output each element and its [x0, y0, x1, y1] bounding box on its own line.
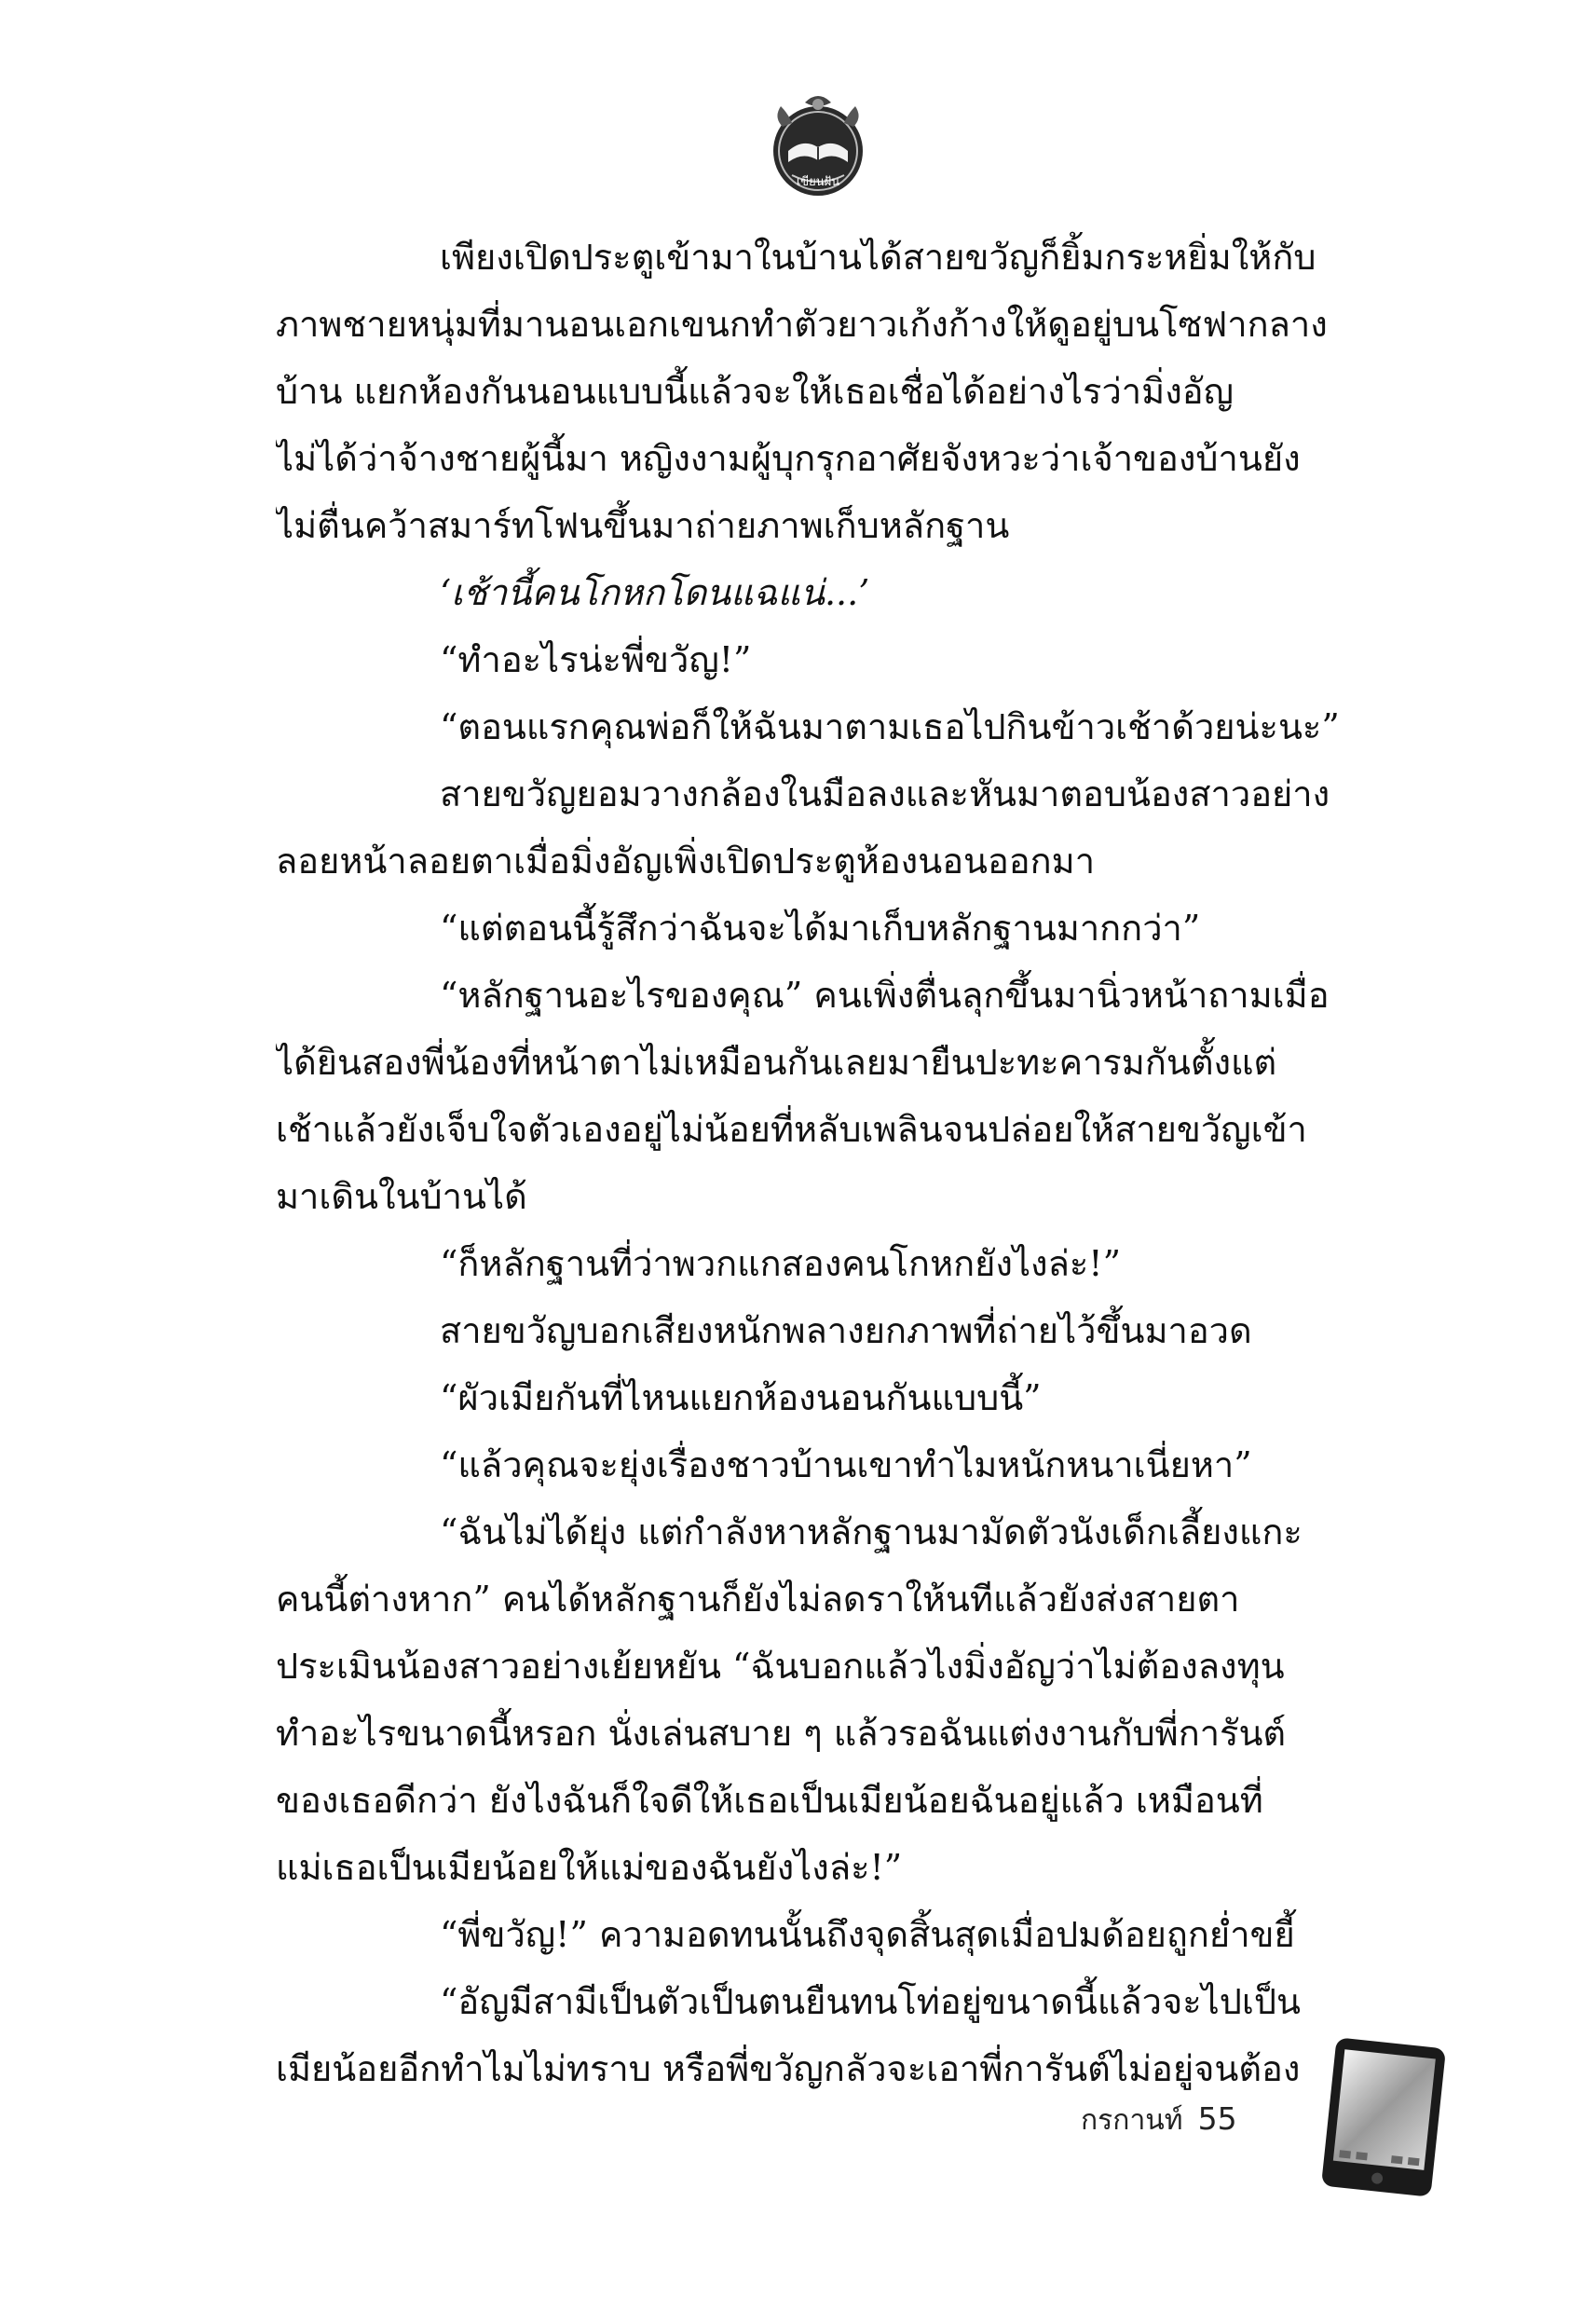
- text-line: บ้าน แยกห้องกันนอนแบบนี้แล้วจะให้เธอเชื่อได้อย่างไรว่ามิ่งอัญ: [276, 371, 1234, 412]
- paragraph: [276, 760, 1412, 895]
- text-line: ไม่ได้ว่าจ้างชายผู้นี้มา หญิงงามผู้บุกรุกอาศัยจังหวะว่าเจ้าของบ้านยัง: [276, 438, 1301, 479]
- logo-text: เขียนฝัน: [796, 175, 840, 189]
- text-line: “หลักฐานอะไรของคุณ” คนเพิ่งตื่นลุกขึ้นมานิ่วหน้าถามเมื่อ: [440, 975, 1330, 1016]
- tablet-icon: [1316, 2035, 1452, 2199]
- text-line: “พี่ขวัญ!” ความอดทนนั้นถึงจุดสิ้นสุดเมื่อปมด้อยถูกย่ำขยี้: [440, 1914, 1295, 1955]
- paragraph: [276, 224, 1412, 559]
- paragraph: [276, 1901, 1412, 1968]
- paragraph: [276, 1230, 1412, 1297]
- text-line: “ทำอะไรน่ะพี่ขวัญ!”: [440, 639, 752, 680]
- text-line: “ฉันไม่ได้ยุ่ง แต่กำลังหาหลักฐานมามัดตัวนังเด็กเลี้ยงแกะ: [440, 1511, 1303, 1552]
- text-line: ประเมินน้องสาวอย่างเย้ยหยัน “ฉันบอกแล้วไงมิ่งอัญว่าไม่ต้องลงทุน: [276, 1646, 1285, 1687]
- text-line: มาเดินในบ้านได้: [276, 1176, 527, 1217]
- text-line: คนนี้ต่างหาก” คนได้หลักฐานก็ยังไม่ลดราให้นทีแล้วยังส่งสายตา: [276, 1579, 1240, 1620]
- text-line: ‘เช้านี้คนโกหกโดนแฉแน่...’: [440, 572, 870, 613]
- paragraph: [276, 559, 1412, 626]
- text-line: “อัญมีสามีเป็นตัวเป็นตนยืนทนโท่อยู่ขนาดนี้แล้วจะไปเป็น: [440, 1981, 1301, 2022]
- paragraph: [276, 626, 1412, 693]
- text-line: เมียน้อยอีกทำไมไม่ทราบ หรือพี่ขวัญกลัวจะเอาพี่การันต์ไม่อยู่จนต้อง: [276, 2048, 1301, 2089]
- text-line: “ก็หลักฐานที่ว่าพวกแกสองคนโกหกยังไงล่ะ!”: [440, 1243, 1121, 1284]
- text-line: เช้าแล้วยังเจ็บใจตัวเองอยู่ไม่น้อยที่หลับเพลินจนปล่อยให้สายขวัญเข้า: [276, 1109, 1307, 1150]
- paragraph: [276, 1297, 1412, 1364]
- paragraph: [276, 1364, 1412, 1431]
- text-line: “แล้วคุณจะยุ่งเรื่องชาวบ้านเขาทำไมหนักหนาเนี่ยหา”: [440, 1444, 1252, 1485]
- text-line: ทำอะไรขนาดนี้หรอก นั่งเล่นสบาย ๆ แล้วรอฉันแต่งงานกับพี่การันต์: [276, 1713, 1287, 1754]
- book-title: กรกานท์: [1081, 2104, 1183, 2137]
- paragraph: [276, 693, 1412, 760]
- running-footer: [1081, 2099, 1237, 2142]
- page-number: 55: [1197, 2100, 1237, 2137]
- paragraph: [276, 962, 1412, 1230]
- text-line: ภาพชายหนุ่มที่มานอนเอกเขนกทำตัวยาวเก้งก้างให้ดูอยู่บนโซฟากลาง: [276, 304, 1328, 345]
- text-line: “แต่ตอนนี้รู้สึกว่าฉันจะได้มาเก็บหลักฐานมากกว่า”: [440, 908, 1201, 949]
- book-emblem-icon: [764, 89, 872, 201]
- text-line: สายขวัญยอมวางกล้องในมือลงและหันมาตอบน้องสาวอย่าง: [440, 773, 1330, 814]
- text-line: แม่เธอเป็นเมียน้อยให้แม่ของฉันยังไงล่ะ!”: [276, 1847, 903, 1888]
- paragraph: [276, 1498, 1412, 1901]
- text-line: “ผัวเมียกันที่ไหนแยกห้องนอนกันแบบนี้”: [440, 1377, 1042, 1418]
- text-line: เพียงเปิดประตูเข้ามาในบ้านได้สายขวัญก็ยิ้มกระหยิ่มให้กับ: [440, 237, 1316, 278]
- paragraph: [276, 1431, 1412, 1498]
- text-line: ลอยหน้าลอยตาเมื่อมิ่งอัญเพิ่งเปิดประตูห้องนอนออกมา: [276, 841, 1096, 882]
- body-text: [276, 224, 1412, 2102]
- text-line: ไม่ตื่นคว้าสมาร์ทโฟนขึ้นมาถ่ายภาพเก็บหลักฐาน: [276, 505, 1010, 546]
- text-line: ได้ยินสองพี่น้องที่หน้าตาไม่เหมือนกันเลยมายืนปะทะคารมกันตั้งแต่: [276, 1042, 1277, 1083]
- paragraph: [276, 1968, 1412, 2102]
- text-line: “ตอนแรกคุณพ่อก็ให้ฉันมาตามเธอไปกินข้าวเช้าด้วยน่ะนะ”: [440, 706, 1340, 747]
- paragraph: [276, 895, 1412, 962]
- text-line: สายขวัญบอกเสียงหนักพลางยกภาพที่ถ่ายไว้ขึ้นมาอวด: [440, 1310, 1252, 1351]
- text-line: ของเธอดีกว่า ยังไงฉันก็ใจดีให้เธอเป็นเมียน้อยฉันอยู่แล้ว เหมือนที่: [276, 1780, 1263, 1821]
